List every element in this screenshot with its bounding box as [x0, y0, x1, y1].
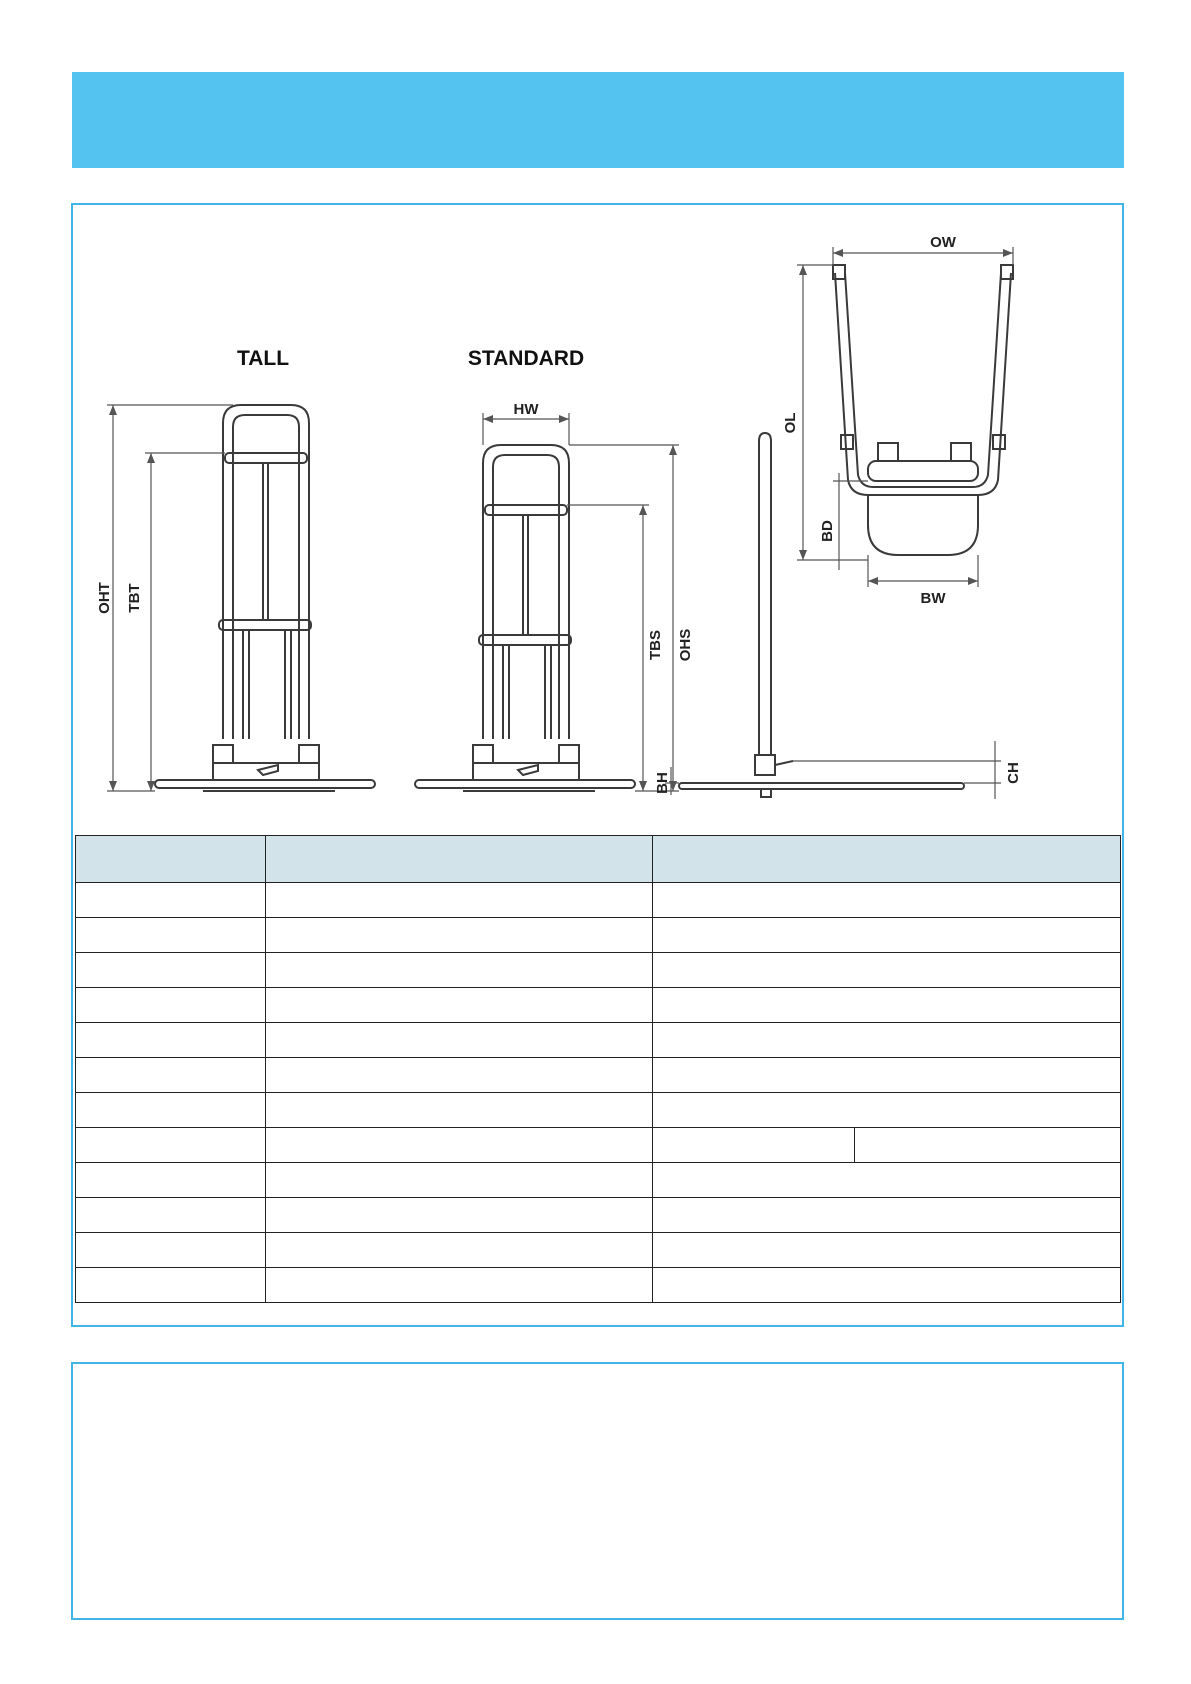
table-cell: [76, 1268, 266, 1303]
table-cell: [266, 1233, 653, 1268]
table-cell: [266, 988, 653, 1023]
table-row: [76, 918, 1121, 953]
table-row: [76, 1093, 1121, 1128]
table-cell: [76, 1023, 266, 1058]
table-cell: [653, 1058, 1121, 1093]
table-header-row: [76, 836, 1121, 883]
table-cell: [266, 1023, 653, 1058]
table-row: [76, 988, 1121, 1023]
notes-panel: [71, 1362, 1124, 1620]
standard-rail-drawing: [415, 445, 635, 791]
dimension-label-tbs: TBS: [647, 630, 664, 660]
specification-table: [75, 835, 1121, 1303]
table-cell: [653, 1163, 1121, 1198]
table-header-cell: [653, 836, 1121, 883]
table-cell: [653, 988, 1121, 1023]
specification-panel: [71, 203, 1124, 1327]
table-row: [76, 883, 1121, 918]
table-row: [76, 1023, 1121, 1058]
table-cell: [266, 1128, 653, 1163]
table-cell: [266, 1198, 653, 1233]
dimension-label-ohs: OHS: [677, 628, 694, 662]
dimension-label-ol: OL: [782, 412, 799, 434]
table-row: [76, 1058, 1121, 1093]
tall-view-title: TALL: [236, 347, 290, 370]
table-cell: [266, 883, 653, 918]
dimension-label-tbt: TBT: [126, 583, 143, 613]
table-cell: [266, 1058, 653, 1093]
table-cell: [653, 1093, 1121, 1128]
table-header-cell: [266, 836, 653, 883]
table-cell: [76, 1093, 266, 1128]
table-cell: [266, 918, 653, 953]
table-cell: [653, 1198, 1121, 1233]
table-row: [76, 953, 1121, 988]
table-cell: [76, 1233, 266, 1268]
table-row: [76, 1163, 1121, 1198]
table-row: [76, 1128, 1121, 1163]
table-cell: [653, 1128, 855, 1163]
table-cell: [266, 1093, 653, 1128]
table-cell: [76, 953, 266, 988]
table-row: [76, 1268, 1121, 1303]
table-cell: [266, 1268, 653, 1303]
dimension-label-bd: BD: [819, 520, 836, 542]
table-row: [76, 1198, 1121, 1233]
table-cell: [76, 1128, 266, 1163]
table-cell: [855, 1128, 1121, 1163]
table-cell: [653, 1023, 1121, 1058]
table-cell: [76, 918, 266, 953]
table-row: [76, 1233, 1121, 1268]
tall-rail-drawing: [155, 405, 375, 791]
top-view-drawing: [833, 265, 1013, 555]
header-band: [72, 72, 1124, 168]
table-cell: [266, 953, 653, 988]
table-cell: [653, 1233, 1121, 1268]
dimension-label-bw: BW: [920, 590, 946, 607]
table-cell: [76, 883, 266, 918]
table-cell: [76, 988, 266, 1023]
table-cell: [76, 1163, 266, 1198]
table-header-cell: [76, 836, 266, 883]
dimension-label-ow: OW: [930, 234, 956, 251]
dimension-label-bh: BH: [654, 772, 671, 794]
dimension-label-hw: HW: [513, 401, 539, 418]
table-cell: [653, 918, 1121, 953]
dimension-label-ch: CH: [1005, 762, 1022, 784]
table-cell: [653, 883, 1121, 918]
drawing-canvas: [73, 205, 1122, 825]
table-cell: [266, 1163, 653, 1198]
technical-drawings: [73, 205, 1122, 825]
dimension-label-oht: OHT: [96, 582, 113, 614]
table-cell: [76, 1058, 266, 1093]
standard-view-title: STANDARD: [467, 347, 585, 370]
table-cell: [653, 953, 1121, 988]
table-cell: [653, 1268, 1121, 1303]
table-cell: [76, 1198, 266, 1233]
